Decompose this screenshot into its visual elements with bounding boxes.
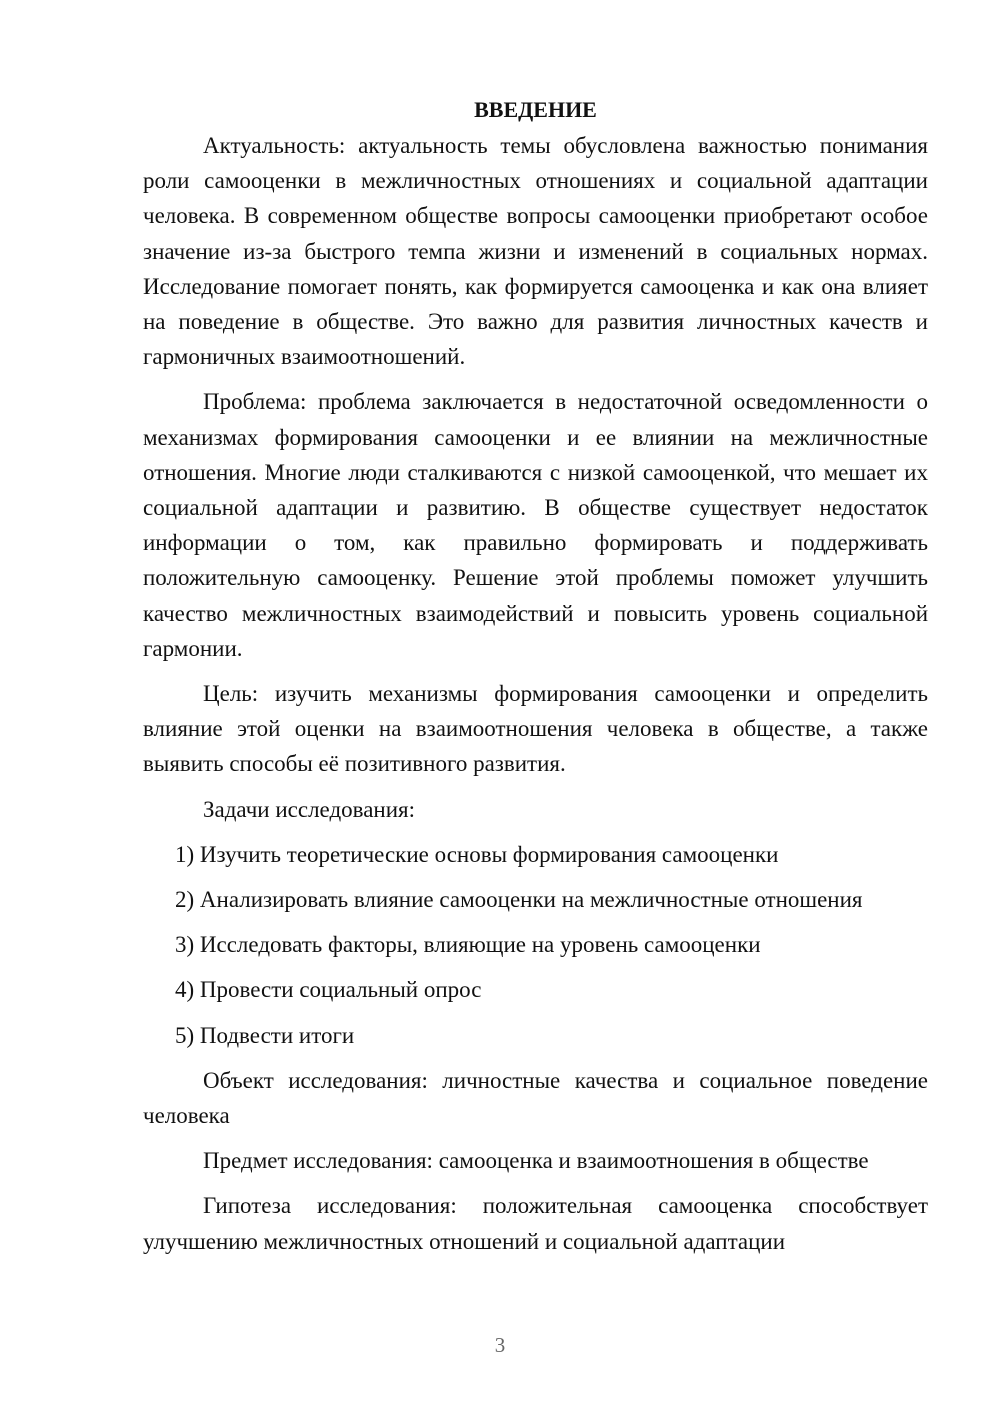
problem-paragraph: Проблема: проблема заключается в недостаточной осведомленности о механизмах формирования самооценки и ее влиянии на межличностные отношения. Многие люди сталкиваются с низкой самооценкой, что мешает их социальной адаптации и развитию. В обществе существует недостаток информации о том, как правильно формировать и поддерживать положительную самооценку. Решение этой проблемы поможет улучшить качество межличностных взаимодействий и повысить уровень социальной гармонии.: [143, 389, 928, 661]
tasks-heading: Задачи исследования:: [203, 796, 416, 822]
task-item-3: 3) Исследовать факторы, влияющие на уровень самооценки: [175, 932, 761, 958]
page-title: ВВЕДЕНИЕ: [474, 97, 597, 122]
page-content: [143, 92, 928, 1269]
task-item-1: 1) Изучить теоретические основы формирования самооценки: [175, 841, 779, 867]
task-item-4: 4) Провести социальный опрос: [175, 977, 482, 1003]
tasks-list: [143, 837, 928, 1053]
page-number: 3: [494, 1333, 506, 1357]
hypothesis-paragraph: Гипотеза исследования: положительная самооценка способствует улучшению межличностных отношений и социальной адаптации: [143, 1193, 928, 1254]
subject-paragraph: Предмет исследования: самооценка и взаимоотношения в обществе: [203, 1148, 869, 1174]
task-item-5: 5) Подвести итоги: [175, 1022, 355, 1048]
object-paragraph: Объект исследования: личностные качества и социальное поведение человека: [143, 1067, 928, 1129]
relevance-paragraph: Актуальность: актуальность темы обусловлена важностью понимания роли самооценки в межличностных отношениях и социальной адаптации человека. В современном обществе вопросы самооценки приобретают особое значение из-за быстрого темпа жизни и изменений в социальных нормах. Исследование помогает понять, как формируется самооценка и как она влияет на поведение в обществе. Это важно для развития личностных качеств и гармоничных взаимоотношений.: [143, 133, 928, 370]
task-item-2: 2) Анализировать влияние самооценки на межличностные отношения: [175, 887, 863, 913]
goal-paragraph: Цель: изучить механизмы формирования самооценки и определить влияние этой оценки на взаимоотношения человека в обществе, а также выявить способы её позитивного развития.: [143, 681, 928, 777]
